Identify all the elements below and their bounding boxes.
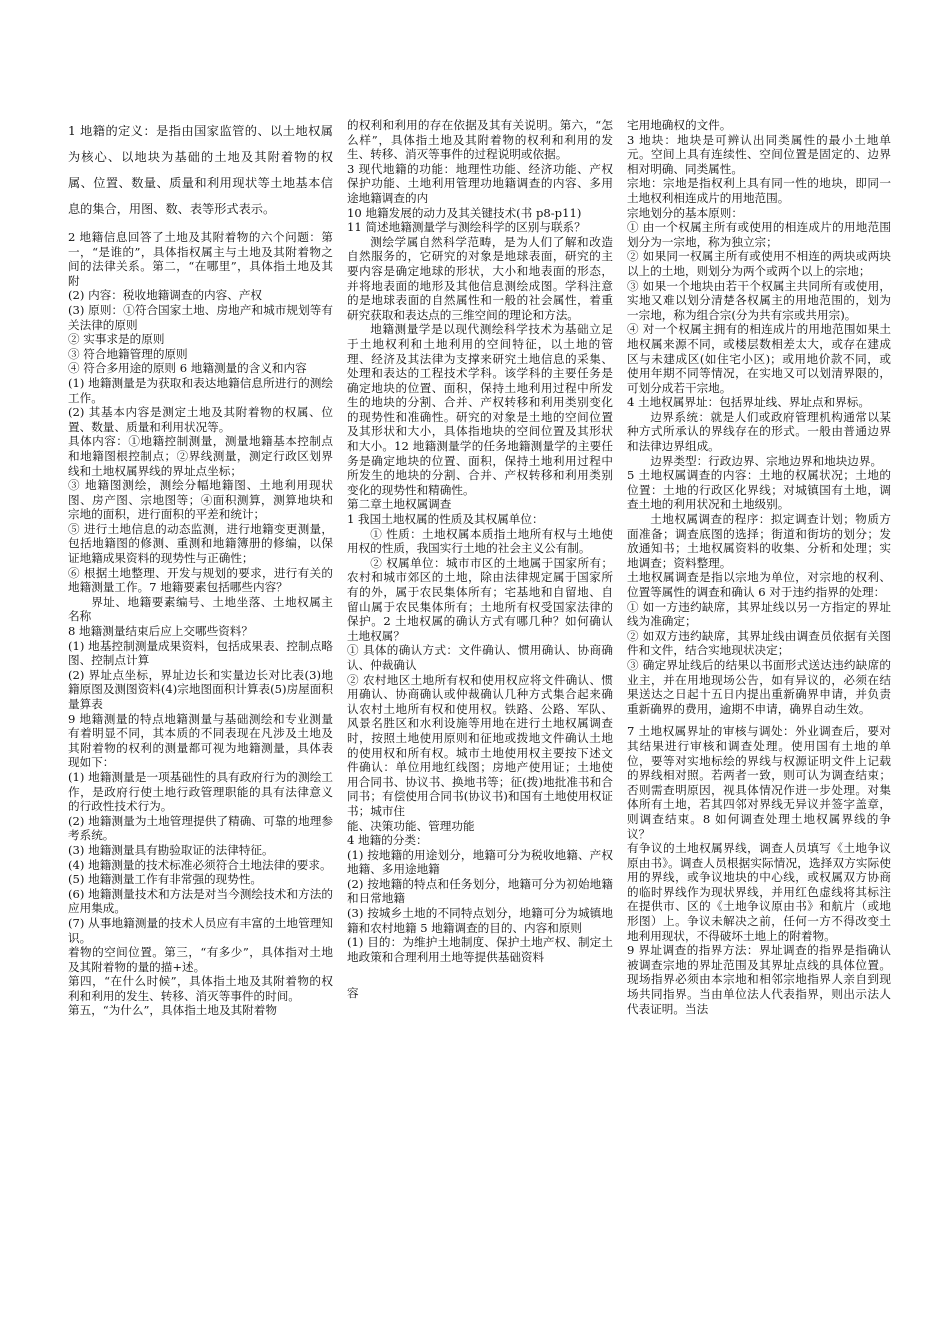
paragraph: ① 如一方违约缺席，其界址线以另一方指定的界址线为准确定； bbox=[627, 599, 891, 629]
column-1 bbox=[68, 118, 333, 1018]
column-3 bbox=[627, 118, 891, 1016]
paragraph: ③ 地籍图测绘，测绘分幅地籍图、土地利用现状图、房产图、宗地图等；④面积测算，测算地块和宗地的面积，进行面积的平差和统计； bbox=[68, 478, 333, 522]
paragraph: 宅用地确权的文件。 bbox=[627, 118, 732, 132]
paragraph: 9 地籍测量的特点地籍测量与基础测绘和专业测量有着明显不同，其本质的不同表现在凡涉及土地及其附着物的权利的测量都可视为地籍测量，具体表现如下： bbox=[68, 711, 333, 770]
paragraph: ② 如双方违约缺席，其界址线由调查员依据有关图件和文件，结合实地现状决定； bbox=[627, 628, 891, 658]
paragraph: ③ 确定界址线后的结果以书面形式送达违约缺席的业主，并在用地现场公告，如有异议的，必须在结果送达之日起十五日内提出重新确界申请，并负责重新确界的费用，逾期不申请，确界自动生效。 bbox=[627, 657, 891, 716]
paragraph: 测绘学属自然科学范畴，是为人们了解和改造自然服务的，它研究的对象是地球表面，研究的主要内容是确定地球的形状，大小和地表面的形态，并将地表面的地形及其他信息测绘成图。学科注意的是地球表面的自然属性和一般的社会属性，着重研究获取和表达点的三维空间的理论和方法。 bbox=[347, 234, 613, 322]
paragraph: 3 地块：地块是可辨认出同类属性的最小土地单元。空间上具有连续性、空间位置是固定的、边界相对明确、同类属性。 bbox=[627, 132, 891, 176]
paragraph: ④ 对一个权属主拥有的相连成片的用地范围如果土地权属来源不同，或楼层数相差太大，或存在建成区与未建成区(如住宅小区)；或用地价款不同，或使用年期不同等情况，在实地又可以划清界限的，可划分成若干宗地。 bbox=[627, 322, 891, 395]
paragraph: ② 如果同一权属主所有或使用不相连的两块或两块以上的土地，则划分为两个或两个以上的宗地； bbox=[627, 249, 891, 278]
paragraph: 11 简述地籍测量学与测绘科学的区别与联系？ bbox=[347, 220, 586, 235]
paragraph: 土地权属调查的程序：拟定调查计划；物质方面准备；调查底图的选择；街道和街坊的划分；发放通知书；土地权属资料的收集、分析和处理；实地调查；资料整理。 bbox=[627, 512, 891, 570]
paragraph: ② 农村地区土地所有权和使用权应将文件确认、惯用确认、协商确认或仲裁确认几种方式集合起来确认农村土地所有权和使用权。铁路、公路、军队、风景名胜区和水利设施等用地在进行土地权属调查时，按照土地使用原则和征地或拨地文件确认土地的使用权和所有权。城市土地使用权主要按下述文件确认：单位用地红线图；房地产使用证；土地使用合同书、协议书、换地书等；征(拨)地批准书和合同书；有偿使用合同书(协议书)和国有土地使用权证书；城市住 bbox=[347, 672, 613, 818]
paragraph: 1 我国土地权属的性质及其权属单位： bbox=[347, 512, 544, 527]
paragraph: 的权利和利用的存在依据及其有关说明。第六，“怎么样”，具体指土地及其附着物的权利和利用的发生、转移、消灭等事件的过程说明或依据。 bbox=[347, 118, 613, 162]
paragraph: ③ 如果一个地块由若干个权属主共同所有或使用，实地又难以划分清楚各权属主的用地范围的，划为一宗地，称为组合宗(分为共有宗或共用宗)。 bbox=[627, 278, 891, 322]
paragraph: (5) 地籍测量工作有非常强的现势性。 bbox=[68, 872, 263, 887]
paragraph: ② 实事求是的原则 bbox=[68, 332, 165, 347]
paragraph: 容 bbox=[347, 986, 359, 1001]
paragraph: ① 性质：土地权属本质指土地所有权与土地使用权的性质，我国实行土地的社会主义公有制。 bbox=[347, 526, 613, 556]
paragraph: (2) 内容：税收地籍调查的内容、产权 bbox=[68, 288, 263, 303]
paragraph: 宗地划分的基本原则： bbox=[627, 205, 743, 220]
paragraph: ① 由一个权属主所有或使用的相连成片的用地范围划分为一宗地，称为独立宗； bbox=[627, 220, 891, 249]
paragraph: 第四，“在什么时候”，具体指土地及其附着物的权利和利用的发生、转移、消灭等事件的时间。 bbox=[68, 974, 333, 1003]
paragraph: 4 土地权属界址：包括界址线、界址点和界标。 bbox=[627, 395, 870, 410]
paragraph: (1) 地籍测量是一项基础性的具有政府行为的测绘工作，是政府行使土地行政管理职能的具有法律意义的行政性技术行为。 bbox=[68, 769, 333, 814]
paragraph: (3) 地籍测量具有勘验取证的法律特征。 bbox=[68, 842, 274, 857]
paragraph: (1) 目的：为维护土地制度、保护土地产权、制定土地政策和合理利用土地等提供基础资料 bbox=[347, 935, 613, 964]
paragraph: (6) 地籍测量技术和方法是对当今测绘技术和方法的应用集成。 bbox=[68, 886, 333, 916]
paragraph: 3 现代地籍的功能：地理性功能、经济功能、产权保护功能、土地利用管理功地籍调查的内容、多用途地籍调查的内 bbox=[347, 161, 613, 205]
paragraph: (2) 地籍测量为土地管理提供了精确、可靠的地理参考系统。 bbox=[68, 813, 333, 843]
section-heading: 第二章土地权属调查 bbox=[347, 497, 452, 512]
column-2 bbox=[347, 118, 613, 1001]
paragraph: (1) 按地籍的用途划分，地籍可分为税收地籍、产权地籍、多用途地籍 bbox=[347, 847, 613, 877]
paragraph: ⑥ 根据土地整理、开发与规划的要求，进行有关的地籍测量工作。7 地籍要素包括哪些内容？ bbox=[68, 565, 333, 595]
paragraph: ④ 符合多用途的原则 6 地籍测量的含义和内容 bbox=[68, 361, 307, 376]
paragraph: 能、决策功能、管理功能 bbox=[347, 818, 475, 833]
paragraph: 地籍测量学是以现代测绘科学技术为基础立足于土地权利和土地利用的空间特征，以土地的管理、经济及其法律为支撑来研究土地信息的采集、处理和表达的工程技术学科。该学科的主要任务是确定地块的位置、面积，保持土地利用过程中所发生的地块的分割、合并、产权转移和利用类别变化的现势性和准确性。研究的对象是土地的空间位置及其形状和大小，具体指地块的空间位置及其形状和大小。12 地籍测量学的任务地籍测量学的主要任务是确定地块的位置、面积，保持土地利用过程中所发生的地块的分割、合并、产权转移和利用类别变化的现势性和精确性。 bbox=[347, 322, 613, 497]
paragraph: 宗地：宗地是指权利上具有同一性的地块，即同一土地权利相连成片的用地范围。 bbox=[627, 176, 891, 205]
paragraph: 10 地籍发展的动力及其关键技术(书 p8-p11) bbox=[347, 205, 582, 220]
paragraph: (1) 地基控制测量成果资料，包括成果表、控制点略图、控制点计算 bbox=[68, 638, 333, 668]
paragraph: 2 地籍信息回答了土地及其附着物的六个问题：第一，“是谁的”，具体指权属主与土地及其附着物之间的法律关系。第二，“在哪里”，具体指土地及其附 bbox=[68, 230, 333, 288]
paragraph: 有争议的土地权属界线，调查人员填写《土地争议原由书》。调查人员根据实际情况，选择双方实际使用的界线，或争议地块的中心线，或权属双方协商的临时界线作为现状界线，并用红色虚线将其标注在提供市、区的《土地争议原由书》和航片（或地形图）上。争议未解决之前，任何一方不得改变土地利用现状，不得破坏土地上的附着物。 bbox=[627, 841, 891, 943]
paragraph: 边界系统：就是人们或政府管理机构通常以某种方式所承认的界线存在的形式。一般由普通边界和法律边界组成。 bbox=[627, 409, 891, 454]
paragraph: 1 地籍的定义：是指由国家监管的、以土地权属为核心、以地块为基础的土地及其附着物的权属、位置、数量、质量和利用现状等土地基本信息的集合，用图、数、表等形式表示。 bbox=[68, 124, 333, 216]
paragraph: (1) 地籍测量是为获取和表达地籍信息所进行的测绘工作。 bbox=[68, 375, 333, 405]
paragraph: 边界类型：行政边界、宗地边界和地块边界。 bbox=[650, 453, 883, 468]
paragraph: 具体内容：①地籍控制测量，测量地籍基本控制点和地籍图根控制点；②界线测量，测定行政区划界线和土地权属界线的界址点坐标； bbox=[68, 434, 333, 478]
paragraph: ① 具体的确认方式：文件确认、惯用确认、协商确认、仲裁确认 bbox=[347, 643, 613, 672]
paragraph: (4) 地籍测量的技术标准必须符合土地法律的要求。 bbox=[68, 857, 332, 872]
paragraph: (2) 按地籍的特点和任务划分，地籍可分为初始地籍和日常地籍 bbox=[347, 876, 613, 906]
paragraph: (3) 按城乡土地的不同特点划分，地籍可分为城镇地籍和农村地籍 5 地籍调查的目的、内容和原则 bbox=[347, 906, 613, 935]
paragraph: 第五，“为什么”，具体指土地及其附着物 bbox=[68, 1003, 277, 1018]
paragraph: 8 地籍测量结束后应上交哪些资料？ bbox=[68, 624, 253, 639]
paragraph: 7 土地权属界址的审核与调处：外业调查后，要对其结果进行审核和调查处理。使用国有土地的单位，要等对实地标绘的界线与权源证明文件上记载的界线相对照。若两者一致，则可认为调查结束；否则需查明原因，视具体情况作进一步处理。对集体所有土地，若其四邻对界线无异议并签字盖章，则调查结束。8 如何调查处理土地权属界线的争议？ bbox=[627, 724, 891, 841]
paragraph: 4 地籍的分类： bbox=[347, 833, 428, 848]
paragraph: 着物的空间位置。第三，“有多少”，具体指对土地及其附着物的量的描+述。 bbox=[68, 945, 333, 974]
paragraph: (2) 界址点坐标，界址边长和实量边长对比表(3)地籍原图及测图资料(4)宗地图面积计算表(5)房屋面积量算表 bbox=[68, 667, 333, 711]
paragraph: 土地权属调查是指以宗地为单位，对宗地的权利、位置等属性的调查和确认 6 对于违约指界的处理： bbox=[627, 570, 891, 599]
paragraph: 5 土地权属调查的内容：土地的权属状况；土地的位置：土地的行政区化界线；对城镇国有土地，调查土地的利用状况和土地级别。 bbox=[627, 468, 891, 512]
paragraph: 界址、地籍要素编号、土地坐落、土地权属主名称 bbox=[68, 594, 333, 624]
paragraph: ⑤ 进行土地信息的动态监测，进行地籍变更测量，包括地籍图的修测、重测和地籍簿册的修编，以保证地籍成果资料的现势性与正确性； bbox=[68, 521, 333, 566]
paragraph: (2) 其基本内容是测定土地及其附着物的权属、位置、数量、质量和利用状况等。 bbox=[68, 405, 333, 434]
paragraph: 9 界址调查的指界方法：界址调查的指界是指确认被调查宗地的界址范围及其界址点线的具体位置。现场指界必须由本宗地和相邻宗地指界人亲自到现场共同指界。当由单位法人代表指界，则出示法人代表证明。当法 bbox=[627, 943, 891, 1016]
paragraph: (7) 从事地籍测量的技术人员应有丰富的土地管理知识。 bbox=[68, 915, 333, 945]
paragraph: ③ 符合地籍管理的原则 bbox=[68, 346, 188, 361]
paragraph: (3) 原则：①符合国家土地、房地产和城市规划等有关法律的原则 bbox=[68, 302, 333, 332]
paragraph: ② 权属单位：城市市区的土地属于国家所有；农村和城市郊区的土地，除由法律规定属于国家所有的外，属于农民集体所有；宅基地和自留地、自留山属于农民集体所有；土地所有权受国家法律的保护。2 土地权属的确认方式有哪几种？如何确认土地权属？ bbox=[347, 555, 613, 643]
